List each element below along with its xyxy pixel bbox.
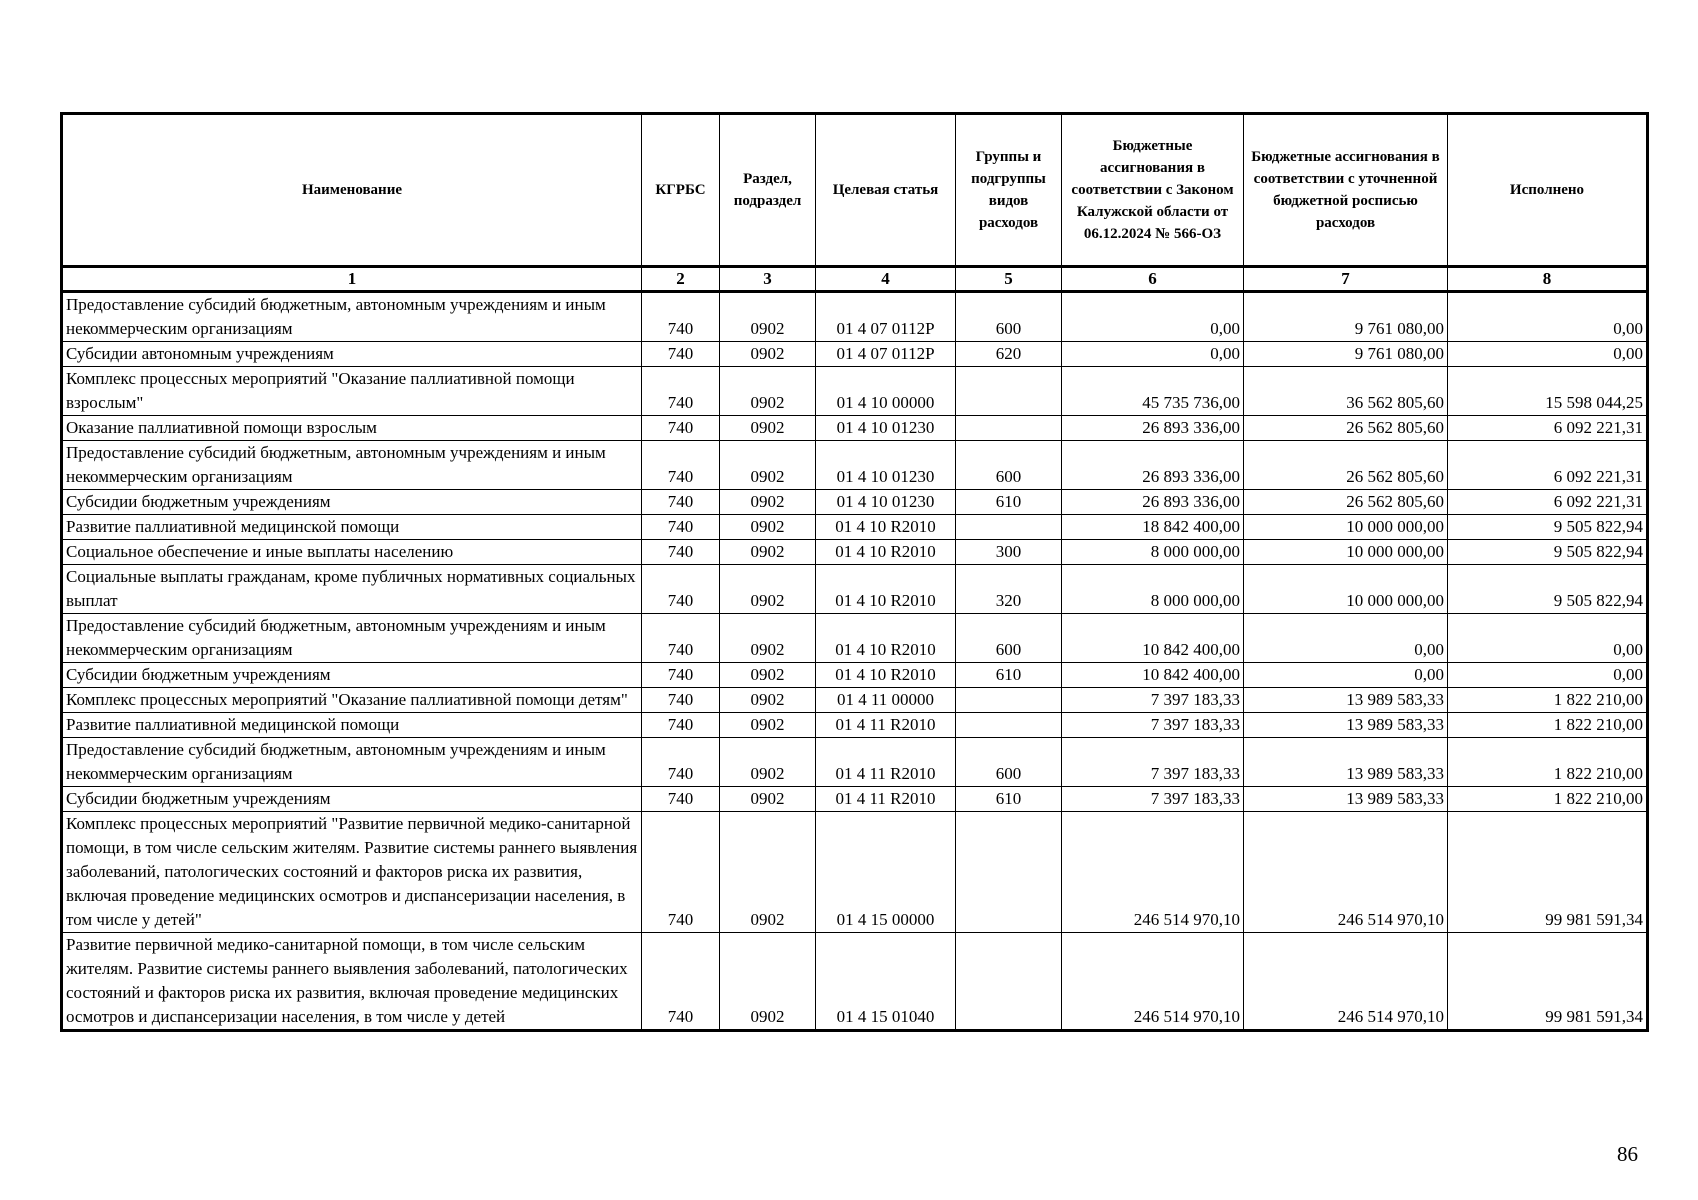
cell-name: Предоставление субсидий бюджетным, автономным учреждениям и иным некоммерческим организациям — [62, 614, 642, 663]
table-header — [62, 114, 1648, 267]
cell-section: 0902 — [720, 540, 816, 565]
cell-kgrbs: 740 — [642, 515, 720, 540]
cell-group — [956, 515, 1062, 540]
cell-group: 320 — [956, 565, 1062, 614]
cell-executed: 1 822 210,00 — [1448, 738, 1648, 787]
cell-executed: 99 981 591,34 — [1448, 812, 1648, 933]
cell-kgrbs: 740 — [642, 787, 720, 812]
cell-executed: 6 092 221,31 — [1448, 441, 1648, 490]
cell-executed: 9 505 822,94 — [1448, 565, 1648, 614]
column-number: 2 — [642, 267, 720, 292]
cell-executed: 0,00 — [1448, 614, 1648, 663]
cell-name: Развитие паллиативной медицинской помощи — [62, 515, 642, 540]
cell-kgrbs: 740 — [642, 490, 720, 515]
column-number: 6 — [1062, 267, 1244, 292]
header-executed: Исполнено — [1448, 114, 1648, 267]
cell-target: 01 4 11 R2010 — [816, 713, 956, 738]
cell-group: 600 — [956, 738, 1062, 787]
table-row — [62, 614, 1648, 663]
table-row — [62, 292, 1648, 342]
cell-law: 0,00 — [1062, 292, 1244, 342]
cell-kgrbs: 740 — [642, 441, 720, 490]
table-row — [62, 342, 1648, 367]
cell-target: 01 4 07 0112P — [816, 342, 956, 367]
column-number: 1 — [62, 267, 642, 292]
cell-refined: 13 989 583,33 — [1244, 738, 1448, 787]
cell-kgrbs: 740 — [642, 688, 720, 713]
cell-name: Субсидии бюджетным учреждениям — [62, 490, 642, 515]
cell-kgrbs: 740 — [642, 342, 720, 367]
header-groups: Группы и подгруппы видов расходов — [956, 114, 1062, 267]
header-section: Раздел, подраздел — [720, 114, 816, 267]
table-row — [62, 688, 1648, 713]
cell-section: 0902 — [720, 292, 816, 342]
cell-section: 0902 — [720, 565, 816, 614]
column-number: 5 — [956, 267, 1062, 292]
cell-section: 0902 — [720, 663, 816, 688]
cell-name: Развитие первичной медико-санитарной помощи, в том числе сельским жителям. Развитие системы раннего выявления заболеваний, патологических состояний и факторов риска их развития, включая проведение медицинских осмотров и диспансеризации населения, в том числе у детей — [62, 933, 642, 1031]
cell-executed: 1 822 210,00 — [1448, 713, 1648, 738]
cell-section: 0902 — [720, 812, 816, 933]
cell-target: 01 4 10 R2010 — [816, 540, 956, 565]
cell-name: Субсидии бюджетным учреждениям — [62, 787, 642, 812]
cell-section: 0902 — [720, 933, 816, 1031]
cell-target: 01 4 10 01230 — [816, 416, 956, 441]
cell-kgrbs: 740 — [642, 565, 720, 614]
cell-executed: 1 822 210,00 — [1448, 688, 1648, 713]
cell-kgrbs: 740 — [642, 663, 720, 688]
cell-law: 246 514 970,10 — [1062, 933, 1244, 1031]
cell-kgrbs: 740 — [642, 540, 720, 565]
cell-group — [956, 688, 1062, 713]
cell-target: 01 4 15 00000 — [816, 812, 956, 933]
cell-target: 01 4 11 R2010 — [816, 738, 956, 787]
cell-section: 0902 — [720, 688, 816, 713]
cell-executed: 0,00 — [1448, 663, 1648, 688]
cell-target: 01 4 10 01230 — [816, 441, 956, 490]
cell-group — [956, 812, 1062, 933]
cell-executed: 0,00 — [1448, 342, 1648, 367]
cell-kgrbs: 740 — [642, 416, 720, 441]
cell-kgrbs: 740 — [642, 614, 720, 663]
cell-law: 0,00 — [1062, 342, 1244, 367]
cell-executed: 9 505 822,94 — [1448, 515, 1648, 540]
cell-group — [956, 416, 1062, 441]
cell-target: 01 4 15 01040 — [816, 933, 956, 1031]
table-row — [62, 416, 1648, 441]
column-number: 4 — [816, 267, 956, 292]
cell-target: 01 4 10 R2010 — [816, 515, 956, 540]
table-row — [62, 713, 1648, 738]
cell-executed: 1 822 210,00 — [1448, 787, 1648, 812]
cell-target: 01 4 10 00000 — [816, 367, 956, 416]
cell-group — [956, 713, 1062, 738]
cell-refined: 10 000 000,00 — [1244, 540, 1448, 565]
cell-target: 01 4 11 00000 — [816, 688, 956, 713]
cell-name: Оказание паллиативной помощи взрослым — [62, 416, 642, 441]
cell-refined: 26 562 805,60 — [1244, 416, 1448, 441]
table-row — [62, 565, 1648, 614]
header-kgrbs: КГРБС — [642, 114, 720, 267]
cell-name: Предоставление субсидий бюджетным, автономным учреждениям и иным некоммерческим организациям — [62, 441, 642, 490]
cell-section: 0902 — [720, 342, 816, 367]
cell-name: Комплекс процессных мероприятий "Оказание паллиативной помощи детям" — [62, 688, 642, 713]
cell-target: 01 4 11 R2010 — [816, 787, 956, 812]
cell-group: 610 — [956, 787, 1062, 812]
cell-name: Субсидии автономным учреждениям — [62, 342, 642, 367]
cell-law: 8 000 000,00 — [1062, 540, 1244, 565]
cell-refined: 26 562 805,60 — [1244, 490, 1448, 515]
table-body — [62, 267, 1648, 1031]
cell-section: 0902 — [720, 515, 816, 540]
cell-law: 10 842 400,00 — [1062, 614, 1244, 663]
table-row — [62, 812, 1648, 933]
cell-law: 26 893 336,00 — [1062, 416, 1244, 441]
cell-name: Предоставление субсидий бюджетным, автономным учреждениям и иным некоммерческим организациям — [62, 738, 642, 787]
cell-kgrbs: 740 — [642, 713, 720, 738]
cell-refined: 9 761 080,00 — [1244, 342, 1448, 367]
cell-refined: 10 000 000,00 — [1244, 515, 1448, 540]
header-name: Наименование — [62, 114, 642, 267]
cell-law: 26 893 336,00 — [1062, 441, 1244, 490]
cell-target: 01 4 10 R2010 — [816, 663, 956, 688]
table-row — [62, 933, 1648, 1031]
cell-group — [956, 367, 1062, 416]
cell-executed: 6 092 221,31 — [1448, 416, 1648, 441]
cell-refined: 36 562 805,60 — [1244, 367, 1448, 416]
cell-refined: 246 514 970,10 — [1244, 933, 1448, 1031]
cell-section: 0902 — [720, 614, 816, 663]
cell-target: 01 4 10 R2010 — [816, 565, 956, 614]
cell-group — [956, 933, 1062, 1031]
cell-refined: 13 989 583,33 — [1244, 688, 1448, 713]
page-number: 86 — [1617, 1142, 1638, 1166]
table-row — [62, 441, 1648, 490]
cell-law: 7 397 183,33 — [1062, 787, 1244, 812]
cell-kgrbs: 740 — [642, 812, 720, 933]
cell-name: Комплекс процессных мероприятий "Развитие первичной медико-санитарной помощи, в том числе сельским жителям. Развитие системы раннего выявления заболеваний, патологических состояний и факторов риска их развития, включая проведение медицинских осмотров и диспансеризации населения, в том числе у детей" — [62, 812, 642, 933]
cell-executed: 6 092 221,31 — [1448, 490, 1648, 515]
cell-target: 01 4 07 0112P — [816, 292, 956, 342]
cell-section: 0902 — [720, 416, 816, 441]
column-number: 8 — [1448, 267, 1648, 292]
column-number-row — [62, 267, 1648, 292]
cell-group: 610 — [956, 490, 1062, 515]
budget-table — [60, 112, 1649, 1032]
cell-section: 0902 — [720, 441, 816, 490]
cell-law: 7 397 183,33 — [1062, 738, 1244, 787]
cell-group: 620 — [956, 342, 1062, 367]
cell-name: Социальное обеспечение и иные выплаты населению — [62, 540, 642, 565]
table-row — [62, 787, 1648, 812]
cell-law: 246 514 970,10 — [1062, 812, 1244, 933]
cell-name: Комплекс процессных мероприятий "Оказание паллиативной помощи взрослым" — [62, 367, 642, 416]
cell-refined: 0,00 — [1244, 614, 1448, 663]
cell-law: 8 000 000,00 — [1062, 565, 1244, 614]
cell-section: 0902 — [720, 490, 816, 515]
cell-refined: 0,00 — [1244, 663, 1448, 688]
cell-executed: 0,00 — [1448, 292, 1648, 342]
cell-kgrbs: 740 — [642, 933, 720, 1031]
cell-name: Субсидии бюджетным учреждениям — [62, 663, 642, 688]
table-row — [62, 367, 1648, 416]
column-number: 7 — [1244, 267, 1448, 292]
cell-refined: 26 562 805,60 — [1244, 441, 1448, 490]
column-number: 3 — [720, 267, 816, 292]
cell-executed: 15 598 044,25 — [1448, 367, 1648, 416]
cell-group: 600 — [956, 441, 1062, 490]
cell-law: 10 842 400,00 — [1062, 663, 1244, 688]
cell-refined: 13 989 583,33 — [1244, 787, 1448, 812]
table-row — [62, 540, 1648, 565]
cell-name: Предоставление субсидий бюджетным, автономным учреждениям и иным некоммерческим организациям — [62, 292, 642, 342]
cell-refined: 10 000 000,00 — [1244, 565, 1448, 614]
table-row — [62, 738, 1648, 787]
header-target: Целевая статья — [816, 114, 956, 267]
cell-section: 0902 — [720, 713, 816, 738]
cell-refined: 246 514 970,10 — [1244, 812, 1448, 933]
cell-law: 7 397 183,33 — [1062, 688, 1244, 713]
cell-section: 0902 — [720, 787, 816, 812]
cell-kgrbs: 740 — [642, 738, 720, 787]
cell-group: 600 — [956, 292, 1062, 342]
cell-law: 45 735 736,00 — [1062, 367, 1244, 416]
cell-law: 18 842 400,00 — [1062, 515, 1244, 540]
cell-name: Социальные выплаты гражданам, кроме публичных нормативных социальных выплат — [62, 565, 642, 614]
cell-executed: 99 981 591,34 — [1448, 933, 1648, 1031]
cell-group: 600 — [956, 614, 1062, 663]
cell-kgrbs: 740 — [642, 367, 720, 416]
cell-refined: 13 989 583,33 — [1244, 713, 1448, 738]
cell-group: 300 — [956, 540, 1062, 565]
cell-law: 7 397 183,33 — [1062, 713, 1244, 738]
cell-kgrbs: 740 — [642, 292, 720, 342]
cell-name: Развитие паллиативной медицинской помощи — [62, 713, 642, 738]
table-row — [62, 515, 1648, 540]
header-law: Бюджетные ассигнования в соответствии с Законом Калужской области от 06.12.2024 № 566-ОЗ — [1062, 114, 1244, 267]
cell-section: 0902 — [720, 367, 816, 416]
table-row — [62, 490, 1648, 515]
cell-refined: 9 761 080,00 — [1244, 292, 1448, 342]
cell-section: 0902 — [720, 738, 816, 787]
cell-group: 610 — [956, 663, 1062, 688]
cell-target: 01 4 10 01230 — [816, 490, 956, 515]
header-refined: Бюджетные ассигнования в соответствии с уточненной бюджетной росписью расходов — [1244, 114, 1448, 267]
cell-executed: 9 505 822,94 — [1448, 540, 1648, 565]
cell-target: 01 4 10 R2010 — [816, 614, 956, 663]
table-row — [62, 663, 1648, 688]
cell-law: 26 893 336,00 — [1062, 490, 1244, 515]
